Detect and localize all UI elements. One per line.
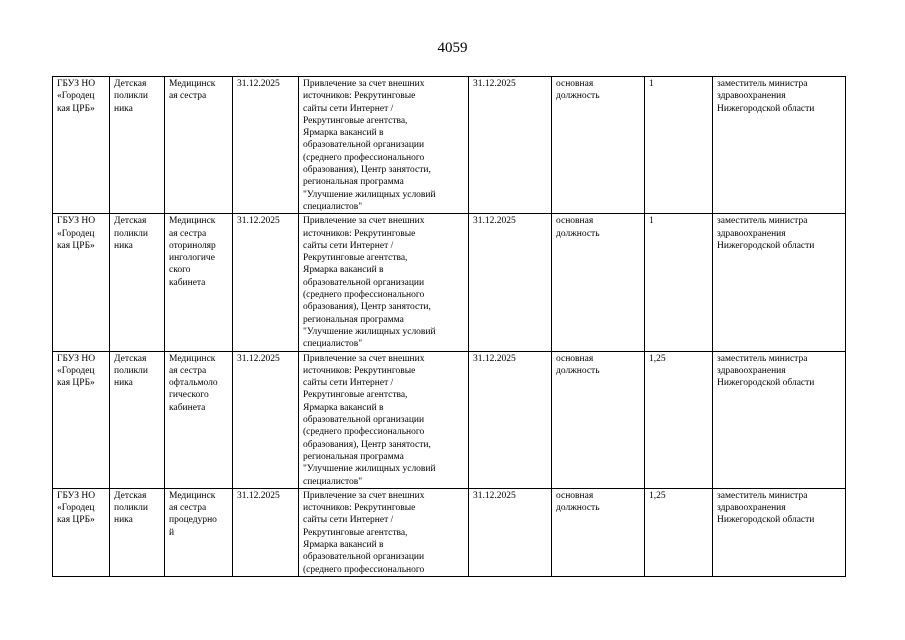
date2-cell: [469, 77, 552, 214]
date-cell-text: 31.12.2025: [237, 490, 280, 501]
sources-cell: [299, 488, 469, 576]
sources-cell-text: Привлечение за счет внешних источников: Рекрутинговые сайты сети Интернет / Рекрутинговые агентства, Ярмарка вакансий в образовательной организации (среднего профессионального образования), Центр занятости, региональная программа "Улучшение жилищных условий специалистов": [303, 353, 436, 487]
date-cell: [233, 77, 299, 214]
type-cell: [552, 351, 645, 488]
responsible-cell: [713, 351, 846, 488]
division-cell: [110, 488, 165, 576]
rate-cell-text: 1,25: [649, 353, 666, 364]
org-cell-text: ГБУЗ НО «Городец кая ЦРБ»: [57, 490, 96, 526]
sources-cell: [299, 214, 469, 351]
rate-cell: [645, 488, 713, 576]
responsible-cell-text: заместитель министра здравоохранения Нижегородской области: [717, 490, 815, 526]
table-row: [53, 214, 846, 351]
date2-cell: [469, 214, 552, 351]
date-cell-text: 31.12.2025: [237, 216, 280, 227]
responsible-cell: [713, 488, 846, 576]
responsible-cell-text: заместитель министра здравоохранения Нижегородской области: [717, 79, 815, 114]
date-cell: [233, 488, 299, 576]
position-cell-text: Медицинск ая сестра: [169, 79, 216, 102]
rate-cell: [645, 351, 713, 488]
rate-cell: [645, 214, 713, 351]
type-cell: [552, 214, 645, 351]
type-cell-text: основная должность: [556, 353, 600, 376]
rate-cell-text: 1,25: [649, 490, 666, 501]
sources-cell: [299, 77, 469, 214]
responsible-cell: [713, 214, 846, 351]
division-cell: [110, 77, 165, 214]
org-cell: [53, 488, 110, 576]
rate-cell: [645, 77, 713, 214]
division-cell-text: Детская поликли ника: [114, 79, 148, 114]
org-cell-text: ГБУЗ НО «Городец кая ЦРБ»: [57, 79, 96, 114]
responsible-cell: [713, 77, 846, 214]
table-row: [53, 351, 846, 488]
staffing-table: [52, 76, 846, 577]
sources-cell-text: Привлечение за счет внешних источников: Рекрутинговые сайты сети Интернет / Рекрутинговые агентства, Ярмарка вакансий в образовательной организации (среднего профессионального образования), Центр занятости, региональная программа "Улучшение жилищных условий специалистов": [303, 79, 436, 212]
org-cell: [53, 77, 110, 214]
date-cell: [233, 351, 299, 488]
date2-cell-text: 31.12.2025: [473, 216, 516, 227]
position-cell: [165, 488, 233, 576]
table-row: [53, 488, 846, 576]
date2-cell-text: 31.12.2025: [473, 353, 516, 364]
responsible-cell-text: заместитель министра здравоохранения Нижегородской области: [717, 353, 815, 389]
date2-cell: [469, 488, 552, 576]
position-cell-text: Медицинск ая сестра офтальмоло гического кабинета: [169, 353, 218, 413]
position-cell: [165, 214, 233, 351]
org-cell-text: ГБУЗ НО «Городец кая ЦРБ»: [57, 216, 96, 251]
type-cell: [552, 77, 645, 214]
position-cell-text: Медицинск ая сестра процедурно й: [169, 490, 217, 538]
rate-cell-text: 1: [649, 216, 654, 227]
date2-cell-text: 31.12.2025: [473, 79, 516, 89]
position-cell: [165, 77, 233, 214]
position-cell: [165, 351, 233, 488]
position-cell-text: Медицинск ая сестра оториноляр ингологиче ского кабинета: [169, 216, 216, 288]
responsible-cell-text: заместитель министра здравоохранения Нижегородской области: [717, 216, 815, 251]
division-cell-text: Детская поликли ника: [114, 216, 148, 251]
org-cell-text: ГБУЗ НО «Городец кая ЦРБ»: [57, 353, 96, 389]
division-cell: [110, 351, 165, 488]
sources-cell-text: Привлечение за счет внешних источников: Рекрутинговые сайты сети Интернет / Рекрутинговые агентства, Ярмарка вакансий в образовательной организации (среднего профессионального: [303, 490, 425, 575]
table-row: [53, 77, 846, 214]
type-cell-text: основная должность: [556, 79, 600, 102]
division-cell-text: Детская поликли ника: [114, 490, 148, 526]
type-cell-text: основная должность: [556, 490, 600, 514]
date2-cell-text: 31.12.2025: [473, 490, 516, 501]
date-cell-text: 31.12.2025: [237, 353, 280, 364]
type-cell-text: основная должность: [556, 216, 600, 239]
table-body: [53, 77, 846, 577]
date2-cell: [469, 351, 552, 488]
sources-cell-text: Привлечение за счет внешних источников: Рекрутинговые сайты сети Интернет / Рекрутинговые агентства, Ярмарка вакансий в образовательной организации (среднего профессионального образования), Центр занятости, региональная программа "Улучшение жилищных условий специалистов": [303, 216, 436, 350]
division-cell: [110, 214, 165, 351]
page-number: 4059: [437, 40, 468, 56]
date-cell-text: 31.12.2025: [237, 79, 280, 89]
division-cell-text: Детская поликли ника: [114, 353, 148, 389]
org-cell: [53, 214, 110, 351]
org-cell: [53, 351, 110, 488]
rate-cell-text: 1: [649, 79, 654, 89]
date-cell: [233, 214, 299, 351]
type-cell: [552, 488, 645, 576]
sources-cell: [299, 351, 469, 488]
